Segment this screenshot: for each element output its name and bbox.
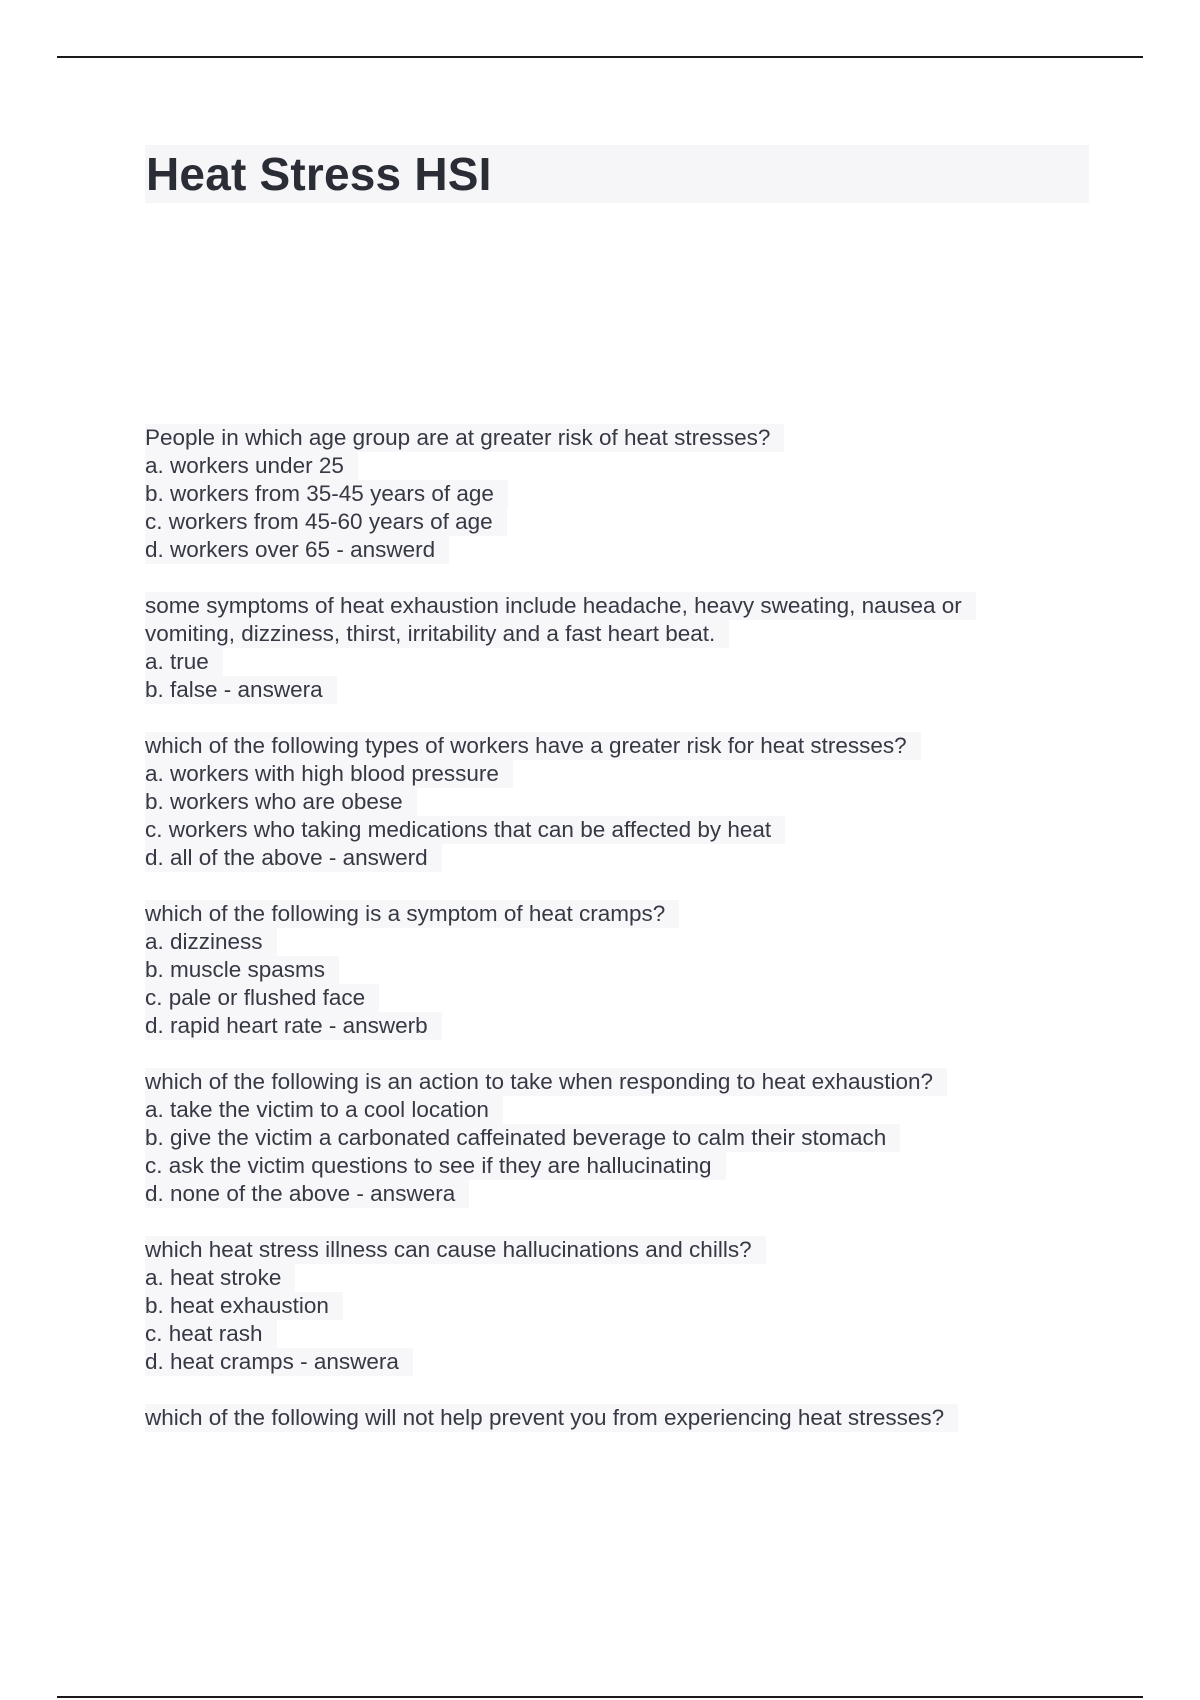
question-block <box>145 732 1065 872</box>
answer-option: b. workers from 35-45 years of age <box>145 480 508 508</box>
question-text: which of the following is an action to take when responding to heat exhaustion? <box>145 1068 947 1096</box>
answer-option: d. none of the above - answera <box>145 1180 469 1208</box>
page-title: Heat Stress HSI <box>146 148 492 200</box>
answer-option: d. rapid heart rate - answerb <box>145 1012 442 1040</box>
top-rule <box>57 56 1143 58</box>
answer-option: b. false - answera <box>145 676 337 704</box>
answer-option: d. heat cramps - answera <box>145 1348 413 1376</box>
answer-option: a. workers with high blood pressure <box>145 760 513 788</box>
answer-option: a. take the victim to a cool location <box>145 1096 503 1124</box>
question-text: some symptoms of heat exhaustion include headache, heavy sweating, nausea or <box>145 592 976 620</box>
answer-option: b. muscle spasms <box>145 956 339 984</box>
question-text: People in which age group are at greater risk of heat stresses? <box>145 424 784 452</box>
question-block <box>145 424 1065 564</box>
answer-option: c. pale or flushed face <box>145 984 379 1012</box>
question-block <box>145 1236 1065 1376</box>
question-block <box>145 1068 1065 1208</box>
answer-option: b. workers who are obese <box>145 788 417 816</box>
answer-option: a. workers under 25 <box>145 452 358 480</box>
answer-option: c. workers who taking medications that can be affected by heat <box>145 816 785 844</box>
answer-option: a. true <box>145 648 223 676</box>
answer-option: c. ask the victim questions to see if they are hallucinating <box>145 1152 726 1180</box>
answer-option: b. heat exhaustion <box>145 1292 343 1320</box>
answer-option: vomiting, dizziness, thirst, irritability and a fast heart beat. <box>145 620 729 648</box>
answer-option: d. workers over 65 - answerd <box>145 536 449 564</box>
question-block <box>145 1404 1065 1432</box>
bottom-rule <box>57 1696 1143 1698</box>
answer-option: b. give the victim a carbonated caffeinated beverage to calm their stomach <box>145 1124 900 1152</box>
answer-option: d. all of the above - answerd <box>145 844 442 872</box>
question-block <box>145 592 1065 704</box>
question-text: which of the following types of workers have a greater risk for heat stresses? <box>145 732 921 760</box>
question-text: which of the following will not help prevent you from experiencing heat stresses? <box>145 1404 958 1432</box>
question-list <box>145 424 1065 1460</box>
question-text: which heat stress illness can cause hallucinations and chills? <box>145 1236 766 1264</box>
answer-option: a. dizziness <box>145 928 277 956</box>
answer-option: c. heat rash <box>145 1320 277 1348</box>
question-text: which of the following is a symptom of heat cramps? <box>145 900 679 928</box>
answer-option: a. heat stroke <box>145 1264 295 1292</box>
answer-option: c. workers from 45-60 years of age <box>145 508 507 536</box>
question-block <box>145 900 1065 1040</box>
